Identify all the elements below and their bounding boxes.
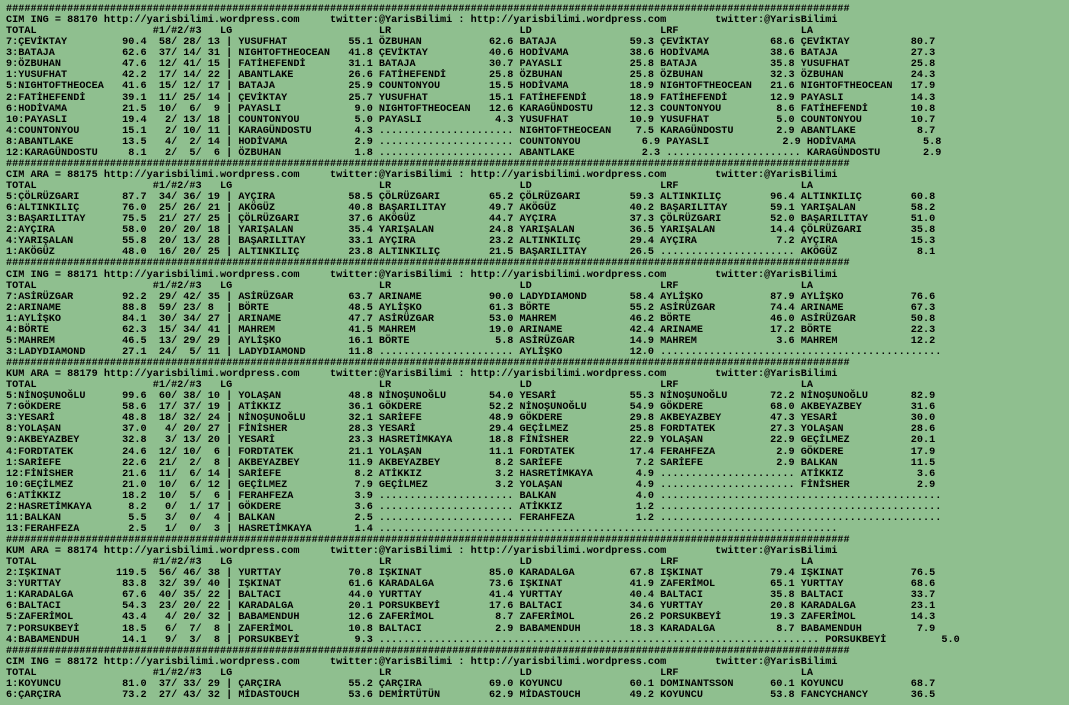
- report-line: 8:YOLAŞAN 37.0 4/ 20/ 27 | FİNİSHER 28.3 YESARİ 29.4 GEÇİLMEZ 25.8 FORDTATEK 27.3 YOLAŞAN 28.6: [6, 424, 936, 436]
- report-line: 7:GÖKDERE 58.6 17/ 37/ 19 | ATİKKIZ 36.1 GÖKDERE 52.2 NİNOŞUNOĞLU 54.9 GÖKDERE 68.0 AKBEYAZBEY 31.6: [6, 402, 936, 414]
- report-line: 8:ABANTLAKE 13.5 4/ 2/ 14 | HODİVAMA 2.9 ...................... COUNTONYOU 6.9 PAYASLI 2.9 HODİVAMA 5.8: [6, 136, 942, 148]
- report-line: 3:YURTTAY 83.8 32/ 39/ 40 | IŞKINAT 61.6 KARADALGA 73.6 IŞKINAT 41.9 ZAFERİMOL 65.1 YURTTAY 68.6: [6, 579, 936, 591]
- report-line: 6:HODİVAMA 21.5 10/ 6/ 9 | PAYASLI 9.0 NIGHTOFTHEOCEAN 12.6 KARAGÜNDOSTU 12.3 COUNTONYOU 8.6 FATİHEFENDİ 10.8: [6, 103, 936, 115]
- separator-line: ##########################################################################################################################################: [6, 358, 850, 369]
- report-line: 3:BATAJA 62.6 37/ 14/ 31 | NIGHTOFTHEOCEAN 41.8 ÇEVİKTAY 40.6 HODİVAMA 38.6 HODİVAMA 38.6 BATAJA 27.3: [6, 48, 936, 60]
- report-line: CIM ING = 88170 http://yarisbilimi.wordpress.com twitter:@YarisBilimi : http://yarisbilimi.wordpress.com twitter:@YarisBilimi: [6, 15, 838, 27]
- report-line: TOTAL #1/#2/#3 LG LR LD LRF LA: [6, 26, 813, 38]
- report-line: 9:AKBEYAZBEY 32.8 3/ 13/ 20 | YESARİ 23.3 HASRETİMKAYA 18.8 FİNİSHER 22.9 YOLAŞAN 22.9 GEÇİLMEZ 20.1: [6, 435, 936, 447]
- report-line: KUM ARA = 88179 http://yarisbilimi.wordpress.com twitter:@YarisBilimi : http://yarisbilimi.wordpress.com twitter:@YarisBilimi: [6, 369, 838, 381]
- report-line: 2:IŞKINAT 119.5 56/ 46/ 38 | YURTTAY 70.8 IŞKINAT 85.0 KARADALGA 67.8 IŞKINAT 79.4 IŞKINAT 76.5: [6, 568, 936, 580]
- report-line: 4:YARIŞALAN 55.8 20/ 13/ 28 | BAŞARILITAY 33.1 AYÇIRA 23.2 ALTINKILIÇ 29.4 AYÇIRA 7.2 AYÇIRA 15.3: [6, 236, 936, 248]
- separator-line: ##########################################################################################################################################: [6, 4, 850, 15]
- report-line: 2:FATİHEFENDİ 39.1 11/ 25/ 14 | ÇEVİKTAY 25.7 YUSUFHAT 15.1 FATİHEFENDİ 18.9 FATİHEFENDİ 12.9 PAYASLI 14.3: [6, 92, 936, 104]
- report-line: 3:LADYDIAMOND 27.1 24/ 5/ 11 | LADYDIAMOND 11.8 ...................... AYLİŞKO 12.0 ..............................................: [6, 346, 942, 358]
- report-line: 13:FERAHFEZA 2.5 1/ 0/ 3 | HASRETİMKAYA 1.4 ...........................................................................: [6, 523, 838, 535]
- report-line: 1:AYLİŞKO 84.1 30/ 34/ 27 | ARINAME 47.7 ASİRÜZGAR 53.0 MAHREM 46.2 BÖRTE 46.0 ASİRÜZGAR 50.8: [6, 313, 936, 325]
- report-line: 4:BABAMENDUH 14.1 9/ 3/ 8 | PORSUKBEYİ 9.3 ........................................................................ PORSUKBEYİ 5.0: [6, 634, 960, 646]
- report-line: CIM ING = 88171 http://yarisbilimi.wordpress.com twitter:@YarisBilimi : http://yarisbilimi.wordpress.com twitter:@YarisBilimi: [6, 269, 838, 281]
- report-line: 1:YUSUFHAT 42.2 17/ 14/ 22 | ABANTLAKE 26.6 FATİHEFENDİ 25.8 ÖZBUHAN 25.8 ÖZBUHAN 32.3 ÖZBUHAN 24.3: [6, 70, 936, 82]
- report-line: 5:ÇÖLRÜZGARI 87.7 34/ 36/ 19 | AYÇIRA 58.5 ÇÖLRÜZGARI 65.2 ÇÖLRÜZGARI 59.3 ALTINKILIÇ 96.4 ALTINKILIÇ 60.8: [6, 192, 936, 204]
- separator-line: ##########################################################################################################################################: [6, 158, 850, 170]
- report-line: 10:GEÇİLMEZ 21.0 10/ 6/ 12 | GEÇİLMEZ 7.9 GEÇİLMEZ 3.2 YOLAŞAN 4.9 ...................... FİNİSHER 2.9: [6, 479, 936, 491]
- report-line: CIM ARA = 88175 http://yarisbilimi.wordpress.com twitter:@YarisBilimi : http://yarisbilimi.wordpress.com twitter:@YarisBilimi: [6, 169, 838, 181]
- report-line: TOTAL #1/#2/#3 LG LR LD LRF LA: [6, 280, 813, 292]
- separator-line: ##########################################################################################################################################: [6, 535, 850, 546]
- report-line: 12:FİNİSHER 21.6 11/ 6/ 14 | SARİEFE 8.2 ATİKKIZ 3.2 HASRETİMKAYA 4.9 ...................... ATİKKIZ 3.6: [6, 468, 936, 480]
- report-line: 1:SARİEFE 22.6 21/ 2/ 8 | AKBEYAZBEY 11.9 AKBEYAZBEY 8.2 SARİEFE 7.2 SARİEFE 2.9 BALKAN 11.5: [6, 457, 936, 469]
- report-line: 3:YESARİ 48.8 18/ 32/ 24 | NİNOŞUNOĞLU 32.1 SARİEFE 48.9 GÖKDERE 29.8 AKBEYAZBEY 47.3 YESARİ 30.0: [6, 413, 936, 425]
- report-line: 11:BALKAN 5.5 3/ 0/ 4 | BALKAN 2.5 ...................... FERAHFEZA 1.2 ..............................................: [6, 512, 942, 524]
- report-line: 1:AKÖGÜZ 48.0 16/ 20/ 25 | ALTINKILIÇ 23.8 ALTINKILIÇ 21.5 BAŞARILITAY 26.5 ...................... AKÖGÜZ 8.1: [6, 247, 936, 259]
- report-line: 1:KARADALGA 67.6 40/ 35/ 22 | BALTACI 44.0 YURTTAY 41.4 YURTTAY 40.4 BALTACI 35.8 BALTACI 33.7: [6, 590, 936, 602]
- separator-line: ##########################################################################################################################################: [6, 258, 850, 270]
- report-line: 6:ATİKKIZ 18.2 10/ 5/ 6 | FERAHFEZA 3.9 ...................... BALKAN 4.0 ..............................................: [6, 490, 942, 502]
- report-line: 2:AYÇIRA 58.0 20/ 20/ 18 | YARIŞALAN 35.4 YARIŞALAN 24.8 YARIŞALAN 36.5 YARIŞALAN 14.4 ÇÖLRÜZGARI 35.8: [6, 225, 936, 237]
- separator-line: ##########################################################################################################################################: [6, 645, 850, 657]
- report-line: TOTAL #1/#2/#3 LG LR LD LRF LA: [6, 181, 813, 192]
- report-line: TOTAL #1/#2/#3 LG LR LD LRF LA: [6, 667, 813, 679]
- report-line: 3:BAŞARILITAY 75.5 21/ 27/ 25 | ÇÖLRÜZGARI 37.6 AKÖGÜZ 44.7 AYÇIRA 37.3 ÇÖLRÜZGARI 52.0 BAŞARILITAY 51.0: [6, 214, 936, 226]
- report-line: 4:BÖRTE 62.3 15/ 34/ 41 | MAHREM 41.5 MAHREM 19.0 ARINAME 42.4 ARINAME 17.2 BÖRTE 22.3: [6, 324, 936, 336]
- report-line: 4:COUNTONYOU 15.1 2/ 10/ 11 | KARAGÜNDOSTU 4.3 ...................... NIGHTOFTHEOCEAN 7.5 KARAGÜNDOSTU 2.9 ABANTLAKE 8.7: [6, 125, 936, 137]
- report-line: 2:ARINAME 88.8 59/ 23/ 8 | BÖRTE 48.5 AYLİŞKO 61.3 BÖRTE 55.2 ASİRÜZGAR 74.4 ARINAME 67.3: [6, 302, 936, 314]
- report-line: 1:KOYUNCU 81.0 37/ 33/ 29 | ÇARÇIRA 55.2 ÇARÇIRA 69.0 KOYUNCU 60.1 DOMINANTSSON 60.1 KOYUNCU 68.7: [6, 678, 936, 690]
- report-line: 5:MAHREM 46.5 13/ 29/ 29 | AYLİŞKO 16.1 BÖRTE 5.8 ASİRÜZGAR 14.9 MAHREM 3.6 MAHREM 12.2: [6, 335, 936, 347]
- report-line: 5:ZAFERİMOL 43.4 4/ 20/ 32 | BABAMENDUH 12.6 ZAFERİMOL 8.7 ZAFERİMOL 26.2 PORSUKBEYİ 19.3 ZAFERİMOL 14.3: [6, 612, 936, 624]
- report-line: 7:ASİRÜZGAR 92.2 29/ 42/ 35 | ASİRÜZGAR 63.7 ARINAME 90.0 LADYDIAMOND 58.4 AYLİŞKO 87.9 AYLİŞKO 76.6: [6, 291, 936, 303]
- report-line: 12:KARAGÜNDOSTU 8.1 2/ 5/ 6 | ÖZBUHAN 1.8 ...................... ABANTLAKE 2.3 ...................... KARAGÜNDOSTU 2.9: [6, 147, 942, 159]
- report-line: KUM ARA = 88174 http://yarisbilimi.wordpress.com twitter:@YarisBilimi : http://yarisbilimi.wordpress.com twitter:@YarisBilimi: [6, 546, 838, 558]
- report-line: 6:ALTINKILIÇ 76.0 25/ 26/ 21 | AKÖGÜZ 40.8 BAŞARILITAY 49.7 AKÖGÜZ 40.2 BAŞARILITAY 59.1 YARIŞALAN 58.2: [6, 203, 936, 215]
- report-line: CIM ING = 88172 http://yarisbilimi.wordpress.com twitter:@YarisBilimi : http://yarisbilimi.wordpress.com twitter:@YarisBilimi: [6, 656, 838, 668]
- report-line: 2:HASRETİMKAYA 8.2 0/ 1/ 17 | GÖKDERE 3.6 ...................... ATİKKIZ 1.2 ..............................................: [6, 501, 942, 513]
- report-line: 5:NİNOŞUNOĞLU 99.6 60/ 38/ 10 | YOLAŞAN 48.8 NİNOŞUNOĞLU 54.0 YESARİ 55.3 NİNOŞUNOĞLU 72.2 NİNOŞUNOĞLU 82.9: [6, 391, 936, 403]
- report-line: 10:PAYASLI 19.4 2/ 13/ 18 | COUNTONYOU 5.0 PAYASLI 4.3 YUSUFHAT 10.9 YUSUFHAT 5.0 COUNTONYOU 10.7: [6, 114, 936, 126]
- report-line: TOTAL #1/#2/#3 LG LR LD LRF LA: [6, 380, 813, 392]
- report-line: 4:FORDTATEK 24.6 12/ 10/ 6 | FORDTATEK 21.1 YOLAŞAN 11.1 FORDTATEK 17.4 FERAHFEZA 2.9 GÖKDERE 17.9: [6, 446, 936, 458]
- report-line: 5:NIGHTOFTHEOCEA 41.6 15/ 12/ 17 | BATAJA 25.9 COUNTONYOU 15.5 HODİVAMA 18.9 NIGHTOFTHEOCEAN 21.6 NIGHTOFTHEOCEAN 17.9: [6, 81, 936, 93]
- report-line: 7:ÇEVİKTAY 90.4 58/ 28/ 13 | YUSUFHAT 55.1 ÖZBUHAN 62.6 BATAJA 59.3 ÇEVİKTAY 68.6 ÇEVİKTAY 80.7: [6, 37, 936, 49]
- report-line: 6:BALTACI 54.3 23/ 20/ 22 | KARADALGA 20.1 PORSUKBEYİ 17.6 BALTACI 34.6 YURTTAY 20.8 KARADALGA 23.1: [6, 601, 936, 613]
- report-line: 7:PORSUKBEYİ 18.5 6/ 7/ 8 | ZAFERİMOL 10.8 BALTACI 2.9 BABAMENDUH 18.3 KARADALGA 8.7 BABAMENDUH 7.9: [6, 623, 936, 635]
- report-line: TOTAL #1/#2/#3 LG LR LD LRF LA: [6, 557, 813, 569]
- report-line: 6:ÇARÇIRA 73.2 27/ 43/ 32 | MİDASTOUCH 53.6 DEMİRTÜTÜN 62.9 MİDASTOUCH 49.2 KOYUNCU 53.8 FANCYCHANCY 36.5: [6, 689, 936, 701]
- race-statistics-report: [6, 4, 960, 701]
- report-line: 9:ÖZBUHAN 47.6 12/ 41/ 15 | FATİHEFENDİ 31.1 BATAJA 30.7 PAYASLI 25.8 BATAJA 35.8 YUSUFHAT 25.8: [6, 59, 936, 71]
